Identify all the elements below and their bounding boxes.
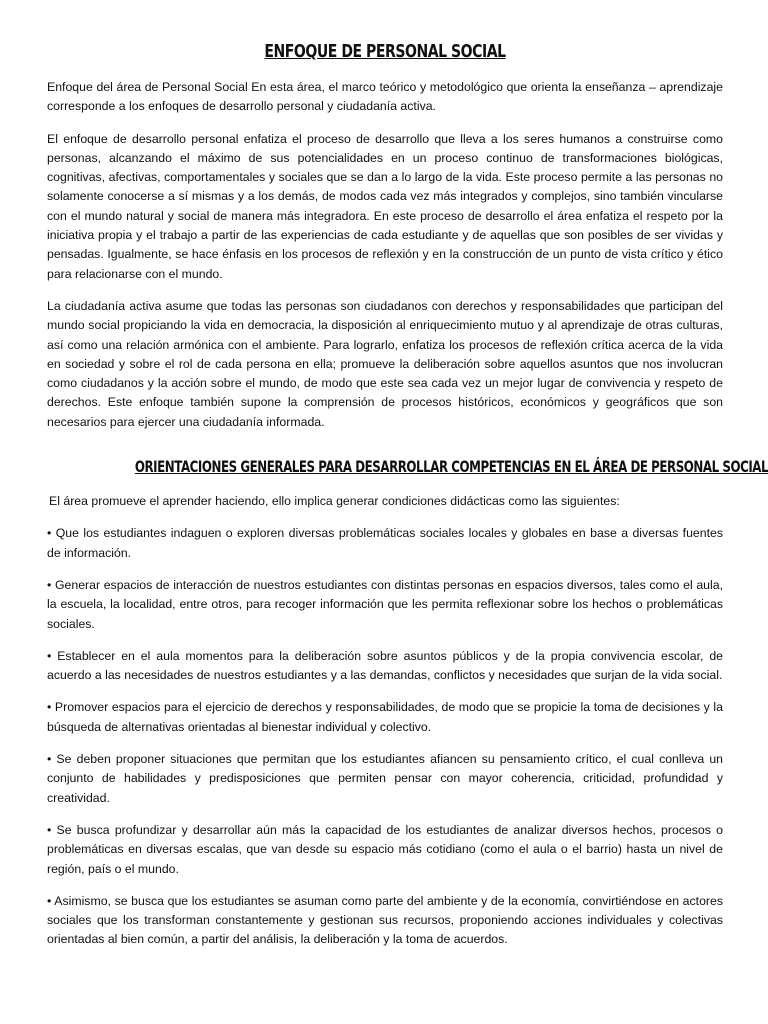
bullet-item: • Se deben proponer situaciones que permitan que los estudiantes afiancen su pensamiento crítico, el cual conlleva un conjunto de habilidades y predisposiciones que permiten pensar con mayor coherencia, criticidad, profundidad y creatividad.	[47, 752, 723, 805]
paragraph-intro: Enfoque del área de Personal Social En esta área, el marco teórico y metodológico que orienta la enseñanza – aprendizaje corresponde a los enfoques de desarrollo personal y ciudadanía activa.	[47, 80, 723, 114]
bullet-item: • Que los estudiantes indaguen o exploren diversas problemáticas sociales locales y globales en base a diversas fuentes de información.	[47, 526, 723, 560]
bullet-item: • Promover espacios para el ejercicio de derechos y responsabilidades, de modo que se propicie la toma de decisiones y la búsqueda de alternativas orientadas al bienestar individual y colectivo.	[47, 700, 723, 734]
bullet-item: • Se busca profundizar y desarrollar aún más la capacidad de los estudiantes de analizar diversos hechos, procesos o problemáticas en diversas escalas, que van desde su espacio más cotidiano (como el aula o el barrio) hasta un nivel de región, país o el mundo.	[47, 822, 723, 876]
document-page	[47, 40, 768, 963]
section-title-enfoque: ENFOQUE DE PERSONAL SOCIAL	[264, 41, 506, 62]
bullet-item: • Asimismo, se busca que los estudiantes se asuman como parte del ambiente y de la economía, convirtiéndose en actores sociales que los transforman constantemente y gestionan sus recursos, proponiendo acciones individuales y colectivas orientadas al bien común, a partir del análisis, la deliberación y la toma de acuerdos.	[47, 893, 723, 947]
bullet-item: • Generar espacios de interacción de nuestros estudiantes con distintas personas en espacios diversos, tales como el aula, la escuela, la localidad, entre otros, para recoger información que les permita reflexionar sobre los hechos o problemáticas sociales.	[47, 577, 723, 631]
bullet-item: • Establecer en el aula momentos para la deliberación sobre asuntos públicos y de la propia convivencia escolar, de acuerdo a las necesidades de nuestros estudiantes y a las demandas, conflictos y necesidades que surjan de la vida social.	[47, 648, 723, 683]
paragraph-ciudadania-activa: La ciudadanía activa asume que todas las personas son ciudadanos con derechos y responsabilidades que participan del mundo social propiciando la vida en democracia, la disposición al enriquecimiento mutuo y al aprendizaje de otras culturas, así como una relación armónica con el ambiente. Para lograrlo, enfatiza los procesos de reflexión crítica acerca de la vida en sociedad y sobre el rol de cada persona en ella; promueve la deliberación sobre aquellos asuntos que nos involucran como ciudadanos y la acción sobre el mundo, de modo que este sea cada vez un mejor lugar de convivencia y respeto de derechos. Este enfoque también supone la comprensión de procesos históricos, económicos y geográficos que son necesarios para ejercer una ciudadanía informada.	[47, 298, 723, 429]
paragraph-orientaciones-intro: El área promueve el aprender haciendo, ello implica generar condiciones didácticas como las siguientes:	[49, 494, 620, 509]
paragraph-desarrollo-personal: El enfoque de desarrollo personal enfatiza el proceso de desarrollo que lleva a los seres humanos a construirse como personas, alcanzando el máximo de sus potencialidades en un proceso continuo de transformaciones biológicas, cognitivas, afectivas, comportamentales y sociales que se dan a lo largo de la vida. Este proceso permite a las personas no solamente conocerse a sí mismas y a los demás, de modos cada vez más integrados y complejos, sino también vincularse con el mundo natural y social de manera más integradora. En este proceso de desarrollo el área enfatiza el respeto por la iniciativa propia y el trabajo a partir de las experiencias de cada estudiante y de aquellas que son posibles de ser vividas y pensadas. Igualmente, se hace énfasis en los procesos de reflexión y en la construcción de un punto de vista crítico y ético para relacionarse con el mundo.	[47, 131, 723, 281]
section-title-orientaciones: ORIENTACIONES GENERALES PARA DESARROLLAR COMPETENCIAS EN EL ÁREA DE PERSONAL SOCIAL	[134, 457, 768, 477]
